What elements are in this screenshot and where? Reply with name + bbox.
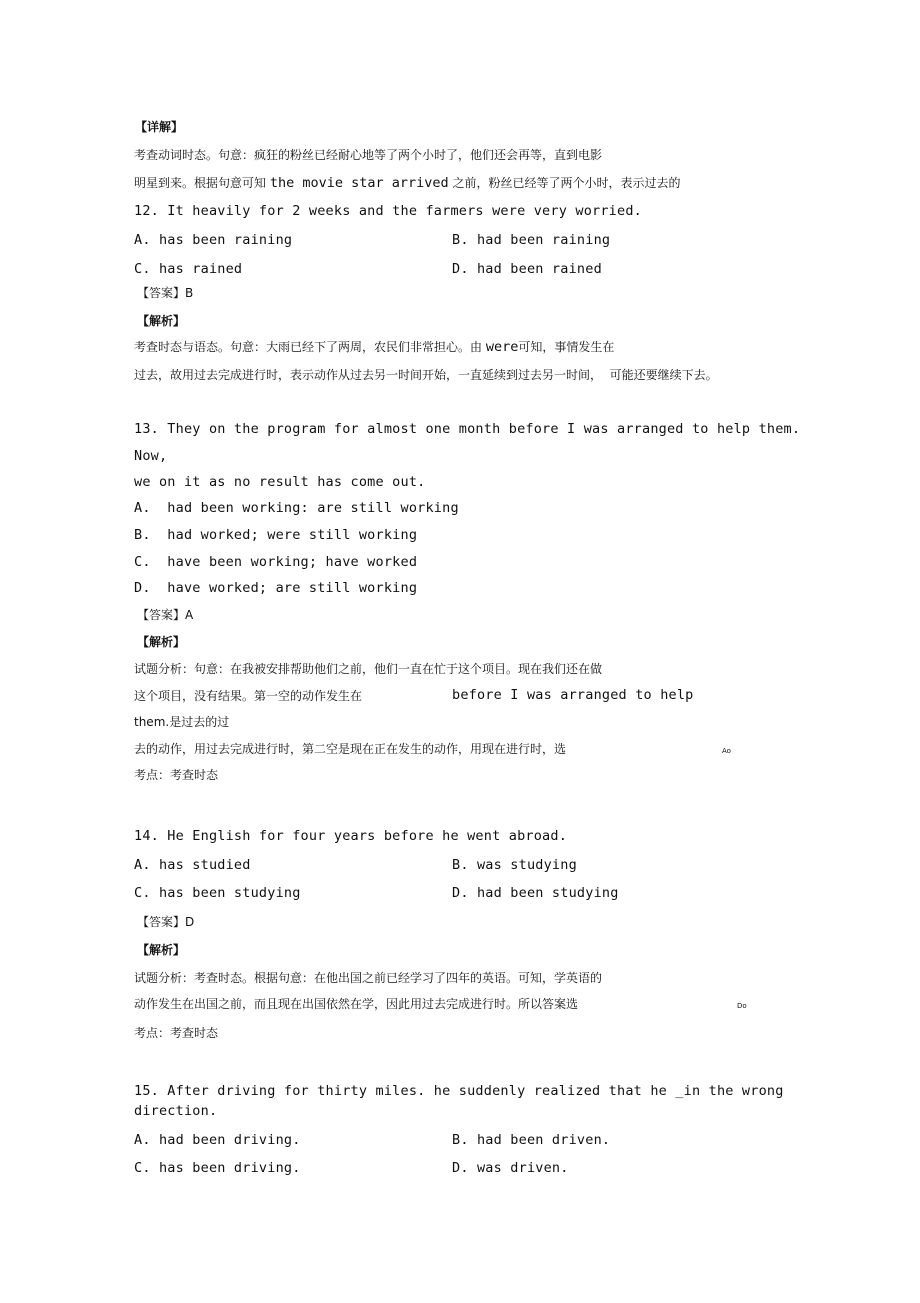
- question-14-option-c: C. has been studying: [134, 885, 301, 901]
- question-13-answer: 【答案】A: [137, 608, 194, 622]
- question-13-analysis-heading: 【解析】: [137, 635, 186, 649]
- question-12-option-d: D. had been rained: [452, 261, 602, 277]
- question-13-option-a: A. had been working: are still working: [134, 500, 459, 516]
- question-14-option-a: A. has studied: [134, 857, 251, 873]
- question-14-analysis-line: 动作发生在出国之前，而且现在出国依然在学，因此用过去完成进行时。所以答案选: [134, 997, 579, 1011]
- question-13-stem-cont: Now,: [134, 448, 168, 464]
- question-13-option-b: B. had worked; were still working: [134, 527, 418, 543]
- question-13-analysis-line: them.是过去的过: [134, 715, 230, 729]
- question-15-stem: 15. After driving for thirty miles. he suddenly realized that he _in the wrong: [134, 1083, 784, 1099]
- question-13-analysis-line: 试题分析：句意：在我被安排帮助他们之前，他们一直在忙于这个项目。现在我们还在做: [134, 662, 603, 676]
- question-13-kaodian: 考点：考查时态: [134, 768, 219, 782]
- detail-text-english: the movie star arrived: [269, 175, 449, 191]
- question-13-stem-cont: we on it as no result has come out.: [134, 474, 426, 490]
- detail-heading: 【详解】: [135, 120, 184, 134]
- question-14-analysis-heading: 【解析】: [137, 943, 186, 957]
- question-14-answer-tail: Do: [737, 1002, 747, 1010]
- question-13-option-d: D. have worked; are still working: [134, 580, 418, 596]
- question-14-analysis-line: 试题分析：考查时态。根据句意：在他出国之前已经学习了四年的英语。可知，学英语的: [134, 971, 603, 985]
- question-13-analysis-line: 去的动作，用过去完成进行时，第二空是现在正在发生的动作，用现在进行时，选: [134, 742, 567, 756]
- question-12-stem: 12. It heavily for 2 weeks and the farmers were very worried.: [134, 203, 642, 219]
- question-14-option-d: D. had been studying: [452, 885, 619, 901]
- detail-text-segment: 之前，粉丝已经等了两个小时，表示过去的: [448, 176, 681, 190]
- question-15-option-a: A. had been driving.: [134, 1132, 301, 1148]
- question-12-option-c: C. has rained: [134, 261, 243, 277]
- detail-text-line: 考查动词时态。句意：疯狂的粉丝已经耐心地等了两个小时了，他们还会再等，直到电影: [134, 148, 603, 162]
- question-12-analysis-heading: 【解析】: [137, 314, 186, 328]
- question-13-analysis-english: before I was arranged to help: [452, 687, 694, 703]
- question-13-analysis-line: 这个项目，没有结果。第一空的动作发生在: [134, 689, 363, 703]
- question-14-option-b: B. was studying: [452, 857, 577, 873]
- question-14-kaodian: 考点：考查时态: [134, 1026, 219, 1040]
- detail-text-line: [134, 177, 680, 191]
- question-15-option-c: C. has been driving.: [134, 1160, 301, 1176]
- question-13-stem: 13. They on the program for almost one month before I was arranged to help them.: [134, 421, 801, 437]
- question-15-option-d: D. was driven.: [452, 1160, 569, 1176]
- question-12-analysis-line: 过去，故用过去完成进行时，表示动作从过去另一时间开始，一直延续到过去另一时间， 可能还要继续下去。: [134, 368, 718, 382]
- question-15-option-b: B. had been driven.: [452, 1132, 611, 1148]
- question-12-option-a: A. has been raining: [134, 232, 293, 248]
- analysis-segment: 考查时态与语态。句意：大雨已经下了两周，农民们非常担心。由: [134, 340, 486, 354]
- question-12-option-b: B. had been raining: [452, 232, 611, 248]
- question-13-option-c: C. have been working; have worked: [134, 554, 418, 570]
- question-14-stem: 14. He English for four years before he went abroad.: [134, 828, 568, 844]
- analysis-segment: 可知，事情发生在: [518, 340, 615, 354]
- question-12-analysis-line: [134, 341, 614, 355]
- detail-text-segment: 明星到来。根据句意可知: [134, 176, 270, 190]
- analysis-english: were: [485, 339, 519, 355]
- question-12-answer: 【答案】B: [137, 286, 194, 300]
- question-13-answer-tail: Ao: [722, 747, 731, 755]
- question-14-answer: 【答案】D: [137, 915, 195, 929]
- question-15-stem-cont: direction.: [134, 1103, 218, 1119]
